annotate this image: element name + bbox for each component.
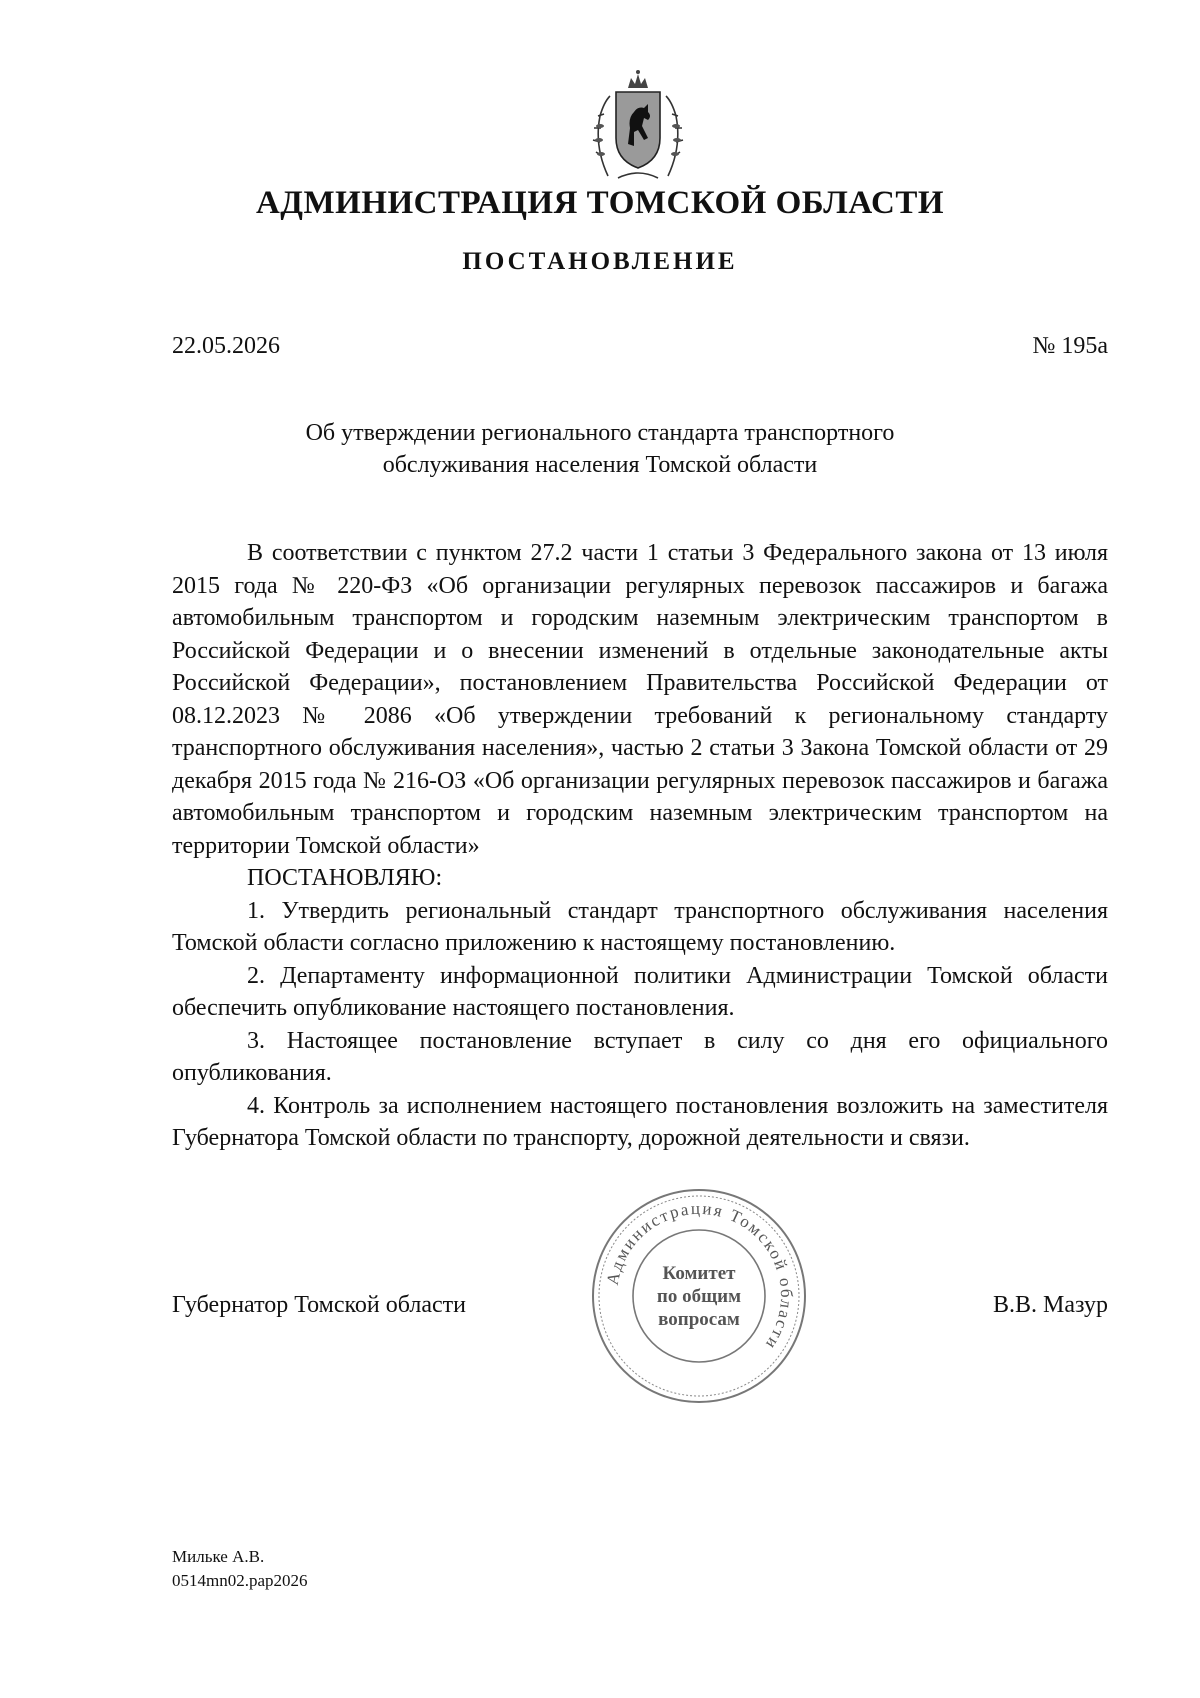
document-type-heading: ПОСТАНОВЛЕНИЕ bbox=[462, 248, 738, 275]
signatory-position: Губернатор Томской области bbox=[172, 1292, 466, 1318]
decree-item: 4. Контроль за исполнением настоящего постановления возложить на заместителя Губернатора Томской области по транспорту, дорожной деятельности и связи. bbox=[172, 1092, 1108, 1151]
official-seal-stamp bbox=[588, 1185, 810, 1407]
decree-item: 3. Настоящее постановление вступает в силу со дня его официального опубликования. bbox=[172, 1027, 1108, 1086]
signatory-name: В.В. Мазур bbox=[993, 1292, 1108, 1318]
decree-item: 1. Утвердить региональный стандарт транспортного обслуживания населения Томской области согласно приложению к настоящему постановлению. bbox=[172, 897, 1108, 956]
executor-footer bbox=[172, 1545, 308, 1593]
document-subject bbox=[200, 417, 1000, 481]
decree-word: ПОСТАНОВЛЯЮ: bbox=[247, 865, 443, 891]
document-date: 22.05.2026 bbox=[172, 333, 280, 359]
subject-line: обслуживания населения Томской области bbox=[382, 452, 818, 478]
seal-ring-text: Администрация Томской области bbox=[602, 1198, 797, 1355]
seal-center-text: Комитет bbox=[662, 1263, 736, 1284]
file-code: 0514mn02.pap2026 bbox=[172, 1571, 308, 1590]
organization-title: АДМИНИСТРАЦИЯ ТОМСКОЙ ОБЛАСТИ bbox=[255, 185, 945, 221]
seal-center-text: вопросам bbox=[658, 1309, 740, 1330]
preamble-paragraph: В соответствии с пунктом 27.2 части 1 статьи 3 Федерального закона от 13 июля 2015 года № 220-ФЗ «Об организации регулярных перевозок пассажиров и багажа автомобильным транспортом и городским наземным электрическим транспортом в Российской Федерации и о внесении изменений в отдельные законодательные акты Российской Федерации», постановлением Правительства Российской Федерации от 08.12.2023 № 2086 «Об утверждении требований к региональному стандарту транспортного обслуживания населения», частью 2 статьи 3 Закона Томской области от 29 декабря 2015 года № 216-ОЗ «Об организации регулярных перевозок пассажиров и багажа автомобильным транспортом и городским наземным электрическим транспортом на территории Томской области» bbox=[172, 540, 1108, 859]
coat-of-arms-emblem bbox=[588, 66, 688, 186]
executor-name: Мильке А.В. bbox=[172, 1547, 265, 1566]
decree-item: 2. Департаменту информационной политики Администрации Томской области обеспечить опубликование настоящего постановления. bbox=[172, 962, 1108, 1021]
document-body bbox=[172, 537, 1108, 1155]
document-number: № 195а bbox=[1032, 333, 1108, 359]
subject-line: Об утверждении регионального стандарта транспортного bbox=[305, 420, 895, 446]
seal-center-text: по общим bbox=[656, 1286, 742, 1307]
